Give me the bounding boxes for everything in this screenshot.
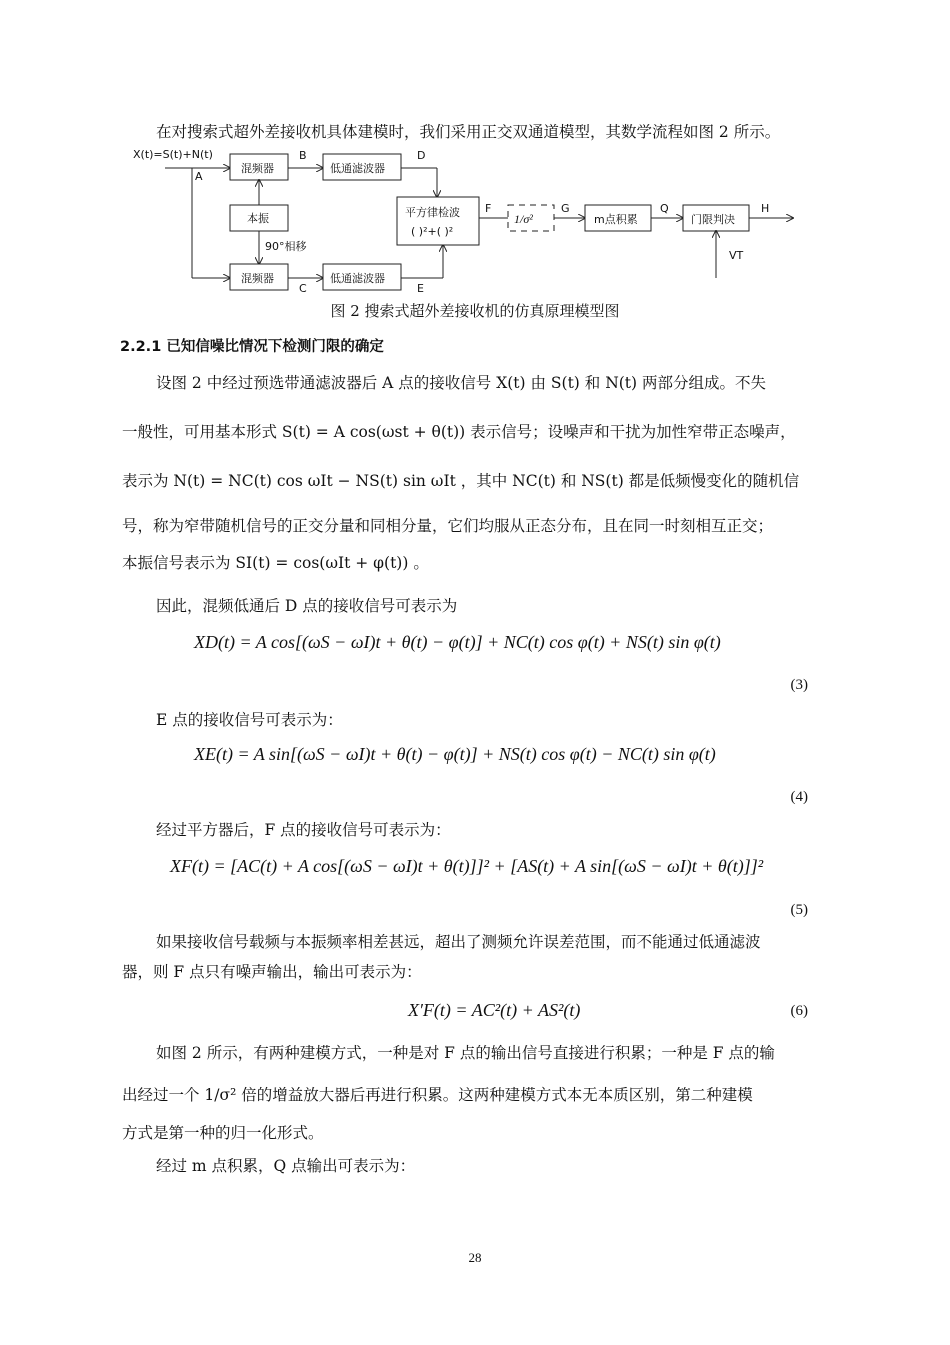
accumulator-label: m点积累 <box>594 213 638 226</box>
node-q-label: Q <box>660 202 669 215</box>
para1-line5: 本振信号表示为 SI(t) = cos(ωIt + φ(t)) 。 <box>122 554 429 572</box>
lpf-bottom-label: 低通滤波器 <box>330 272 385 285</box>
equation-5: XF(t) = [AC(t) + A cos[(ωS − ωI)t + θ(t)]]² + [AS(t) + A sin[(ωS − ωI)t + θ(t)]]² <box>170 856 764 876</box>
section-heading: 2.2.1 已知信噪比情况下检测门限的确定 <box>120 339 384 355</box>
equation-6-number: (6) <box>790 1003 808 1019</box>
para1-line1: 设图 2 中经过预选带通滤波器后 A 点的接收信号 X(t) 由 S(t) 和 N(t) 两部分组成。不失 <box>156 374 767 392</box>
para3: E 点的接收信号可表示为： <box>156 711 343 729</box>
node-e-label: E <box>417 282 424 295</box>
intro-paragraph: 在对搜索式超外差接收机具体建模时，我们采用正交双通道模型，其数学流程如图 2 所示。 <box>156 123 781 141</box>
para2: 因此，混频低通后 D 点的接收信号可表示为 <box>156 597 458 615</box>
lo-label: 本振 <box>247 212 269 225</box>
equation-5-number: (5) <box>790 902 808 918</box>
square-detector-label: 平方律检波 <box>405 206 460 219</box>
para6-line1: 如图 2 所示，有两种建模方式，一种是对 F 点的输出信号直接进行积累；一种是 F 点的输 <box>156 1044 775 1062</box>
node-b-label: B <box>299 149 307 162</box>
node-f-label: F <box>485 202 492 215</box>
para5-line2: 器，则 F 点只有噪声输出，输出可表示为： <box>122 963 422 981</box>
para1-line3: 表示为 N(t) = NC(t) cos ωIt − NS(t) sin ωIt ，其中 NC(t) 和 NS(t) 都是低频慢变化的随机信 <box>122 472 800 490</box>
gain-label: 1/σ² <box>514 212 533 226</box>
para1-line4: 号，称为窄带随机信号的正交分量和同相分量，它们均服从正态分布，且在同一时刻相互正交； <box>122 517 774 535</box>
para1-line2: 一般性，可用基本形式 S(t) = A cos(ωst + θ(t)) 表示信号；设噪声和干扰为加性窄带正态噪声， <box>122 423 796 441</box>
mixer-top-label: 混频器 <box>241 162 274 175</box>
equation-4-number: (4) <box>790 789 808 805</box>
node-h-label: H <box>761 202 770 215</box>
equation-3: XD(t) = A cos[(ωS − ωI)t + θ(t) − φ(t)] + NC(t) cos φ(t) + NS(t) sin φ(t) <box>194 632 721 652</box>
node-g-label: G <box>561 202 570 215</box>
page-number: 28 <box>468 1250 482 1265</box>
input-signal-label: X(t)=S(t)+N(t) <box>133 148 213 161</box>
threshold-label: 门限判决 <box>691 213 735 226</box>
figure-caption: 图 2 搜索式超外差接收机的仿真原理模型图 <box>330 302 620 320</box>
equation-6: X′F(t) = AC²(t) + AS²(t) <box>408 1000 581 1020</box>
equation-4: XE(t) = A sin[(ωS − ωI)t + θ(t) − φ(t)] + NS(t) cos φ(t) − NC(t) sin φ(t) <box>194 744 716 764</box>
para7: 经过 m 点积累，Q 点输出可表示为： <box>156 1157 416 1175</box>
para6-line2: 出经过一个 1/σ² 倍的增益放大器后再进行积累。这两种建模方式本无本质区别，第二种建模 <box>122 1086 753 1104</box>
node-d-label: D <box>417 149 426 162</box>
phase-shift-label: 90°相移 <box>265 240 307 253</box>
mixer-bottom-label: 混频器 <box>241 272 274 285</box>
square-detector-formula: ( )²+( )² <box>411 225 454 238</box>
equation-3-number: (3) <box>790 677 808 693</box>
para4: 经过平方器后，F 点的接收信号可表示为： <box>156 821 451 839</box>
para6-line3: 方式是第一种的归一化形式。 <box>122 1124 324 1142</box>
vt-label: VT <box>729 249 744 262</box>
node-a-label: A <box>195 170 203 183</box>
para5-line1: 如果接收信号载频与本振频率相差甚远，超出了测频允许误差范围，而不能通过低通滤波 <box>156 933 761 951</box>
node-c-label: C <box>299 282 307 295</box>
block-diagram <box>125 142 825 302</box>
lpf-top-label: 低通滤波器 <box>330 162 385 175</box>
